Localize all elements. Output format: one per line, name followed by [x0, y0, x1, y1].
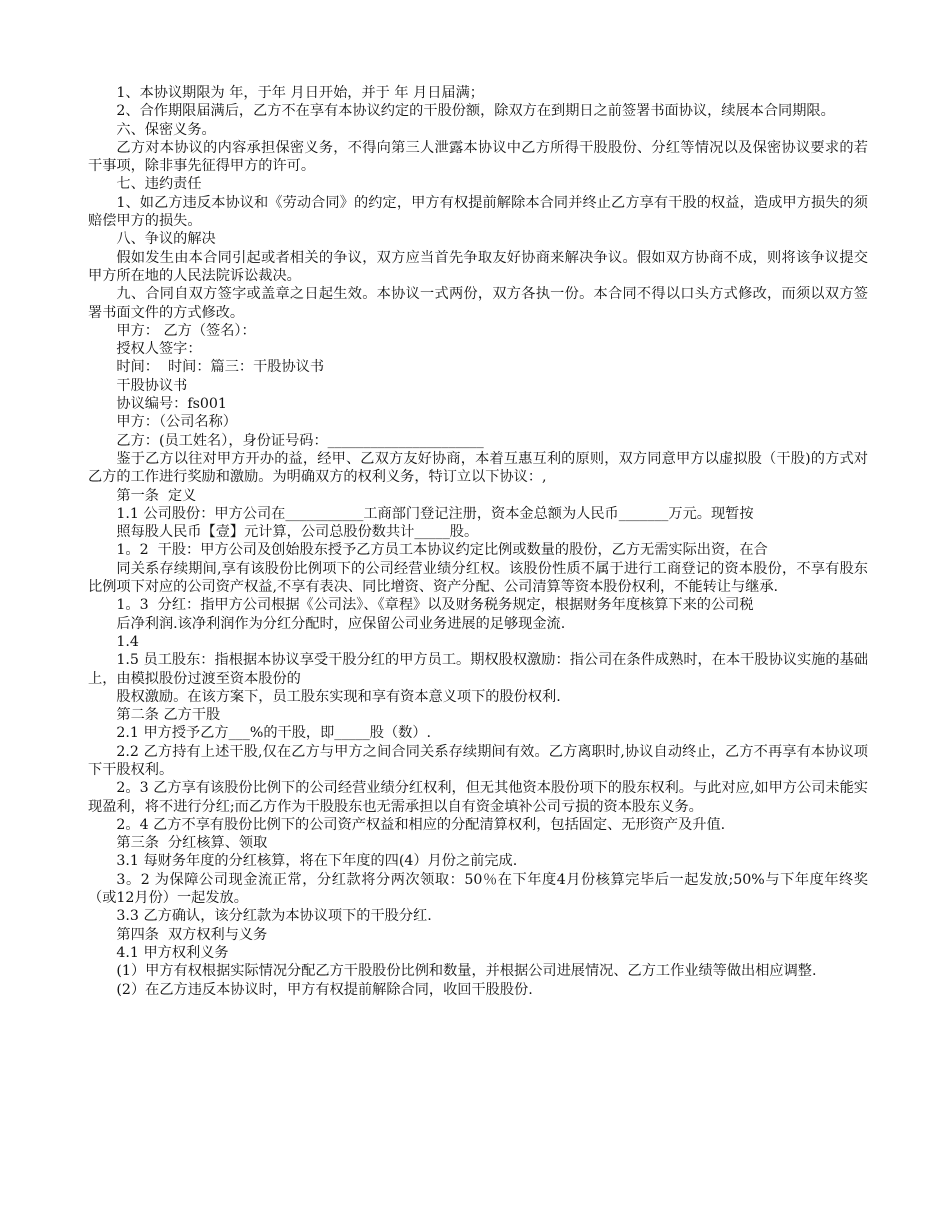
paragraph: 甲方： 乙方（签名）：	[116, 322, 256, 339]
paragraph: 甲方：（公司名称）	[116, 414, 237, 431]
paragraph: 2、合作期限届满后，乙方不在享有本协议约定的干股份额，除双方在到期日之前签署书面协议，续展本合同期限。	[116, 103, 835, 120]
paragraph: 1.4	[116, 633, 139, 650]
paragraph: 4.1 甲方权利义务	[116, 944, 229, 961]
paragraph: 假如发生由本合同引起或者相关的争议，双方应当首先争取友好协商来解决争议。假如双方协商不成，则将该争议提交甲方所在地的人民法院诉讼裁决。	[88, 249, 868, 284]
paragraph: 第三条 分红核算、领取	[116, 835, 268, 852]
paragraph: 乙方：(员工姓名），身份证号码：______________________	[116, 432, 484, 449]
paragraph: 干股协议书	[116, 377, 188, 394]
paragraph: 第四条 双方权利与义务	[116, 926, 268, 943]
paragraph: 2.2 乙方持有上述干股,仅在乙方与甲方之间合同关系存续期间有效。乙方离职时,协议自动终止，乙方不再享有本协议项下干股权利。	[88, 743, 868, 778]
paragraph: 3.3 乙方确认，该分红款为本协议项下的干股分红.	[116, 908, 432, 925]
paragraph: 乙方对本协议的内容承担保密义务，不得向第三人泄露本协议中乙方所得干股股份、分红等情况以及保密协议要求的若干事项，除非事先征得甲方的许可。	[88, 139, 868, 175]
paragraph: 照每股人民币【壹】元计算，公司总股份数共计_____股。	[116, 524, 479, 541]
paragraph: (2）在乙方违反本协议时，甲方有权提前解除合同，收回干股股份.	[116, 981, 533, 998]
paragraph: 后净利润.该净利润作为分红分配时，应保留公司业务进展的足够现金流.	[116, 615, 566, 632]
paragraph: 2.1 甲方授予乙方___%的干股，即_____股（数）.	[116, 725, 432, 742]
paragraph: 第二条 乙方干股	[116, 707, 221, 724]
paragraph: 时间： 时间：篇三：干股协议书	[116, 359, 325, 376]
paragraph: (1）甲方有权根据实际情况分配乙方干股股份比例和数量，并根据公司进展情况、乙方工作业绩等做出相应调整.	[116, 963, 817, 980]
paragraph: 2。4 乙方不享有股份比例下的公司资产权益和相应的分配清算权利，包括固定、无形资产及升值.	[116, 816, 726, 833]
paragraph: 八、争议的解决	[116, 231, 216, 248]
paragraph: 六、保密义务。	[116, 121, 216, 138]
paragraph: 3。2 为保障公司现金流正常，分红款将分两次领取：50％在下年度4月份核算完毕后一起发放;50%与下年度年终奖（或12月份）一起发放。	[88, 871, 868, 907]
paragraph: 股权激励。在该方案下，员工股东实现和享有资本意义项下的股份权利.	[116, 688, 561, 705]
paragraph: 授权人签字：	[116, 341, 202, 358]
paragraph: 七、违约责任	[116, 176, 202, 193]
paragraph: 1。3 分红：指甲方公司根据《公司法》、《章程》以及财务税务规定，根据财务年度核算下来的公司税	[116, 597, 754, 614]
paragraph: 3.1 每财务年度的分红核算，将在下年度的四(4）月份之前完成.	[116, 853, 518, 870]
paragraph: 第一条 定义	[116, 487, 197, 504]
paragraph: 鉴于乙方以往对甲方开办的益，经甲、乙双方友好协商，本着互惠互利的原则，双方同意甲方以虚拟股（干股)的方式对乙方的工作进行奖励和激励。为明确双方的权利义务，特订立以下协议：,	[88, 450, 868, 486]
paragraph: 1、本协议期限为 年，于年 月日开始，并于 年 月日届满；	[116, 85, 484, 101]
paragraph: 1、如乙方违反本协议和《劳动合同》的约定，甲方有权提前解除本合同并终止乙方享有干股的权益，造成甲方损失的须赔偿甲方的损失。	[88, 194, 868, 230]
paragraph: 1。2 干股：甲方公司及创始股东授予乙方员工本协议约定比例或数量的股份，乙方无需实际出资，在合	[116, 542, 768, 559]
paragraph: 九、合同自双方签字或盖章之日起生效。本协议一式两份，双方各执一份。本合同不得以口头方式修改，而须以双方签署书面文件的方式修改。	[88, 286, 868, 321]
document-body	[88, 84, 868, 999]
paragraph: 1.1 公司股份：甲方公司在___________工商部门登记注册，资本金总额为人民币_______万元。现暂按	[116, 505, 754, 522]
paragraph: 同关系存续期间,享有该股份比例项下的公司经营业绩分红权。该股份性质不属于进行工商登记的资本股份，不享有股东比例项下对应的公司资产权益,不享有表决、同比增资、资产分配、公司清算等资本股份权利，不能转让与继承.	[88, 560, 868, 596]
paragraph: 协议编号：fs001	[116, 396, 227, 413]
paragraph: 2。3 乙方享有该股份比例下的公司经营业绩分红权利，但无其他资本股份项下的股东权利。与此对应,如甲方公司未能实现盈利，将不进行分红;而乙方作为干股股东也无需承担以自有资金填补公司亏损的资本股东义务。	[88, 780, 868, 815]
paragraph: 1.5 员工股东：指根据本协议享受干股分红的甲方员工。期权股权激励：指公司在条件成熟时，在本干股协议实施的基础上，由模拟股份过渡至资本股份的	[88, 652, 868, 687]
